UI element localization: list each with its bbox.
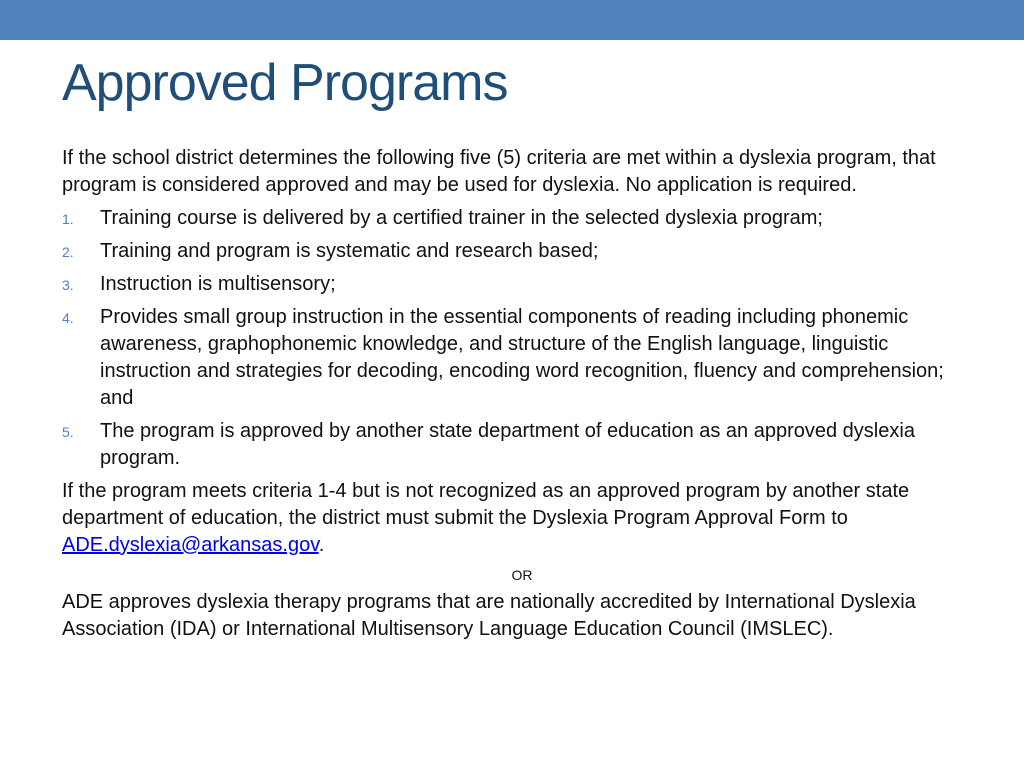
- list-number: 1.: [62, 211, 74, 227]
- criteria-text: The program is approved by another state department of education as an approved dyslexia program.: [100, 420, 915, 469]
- followup-end: .: [318, 534, 325, 556]
- followup-text: If the program meets criteria 1-4 but is not recognized as an approved program by another state department of education, the district must submit the Dyslexia Program Approval Form to: [62, 480, 910, 529]
- slide-title: Approved Programs: [62, 54, 508, 112]
- criteria-item: [62, 205, 982, 232]
- email-link[interactable]: ADE.dyslexia@arkansas.gov: [62, 534, 319, 556]
- list-number: 2.: [62, 244, 74, 260]
- criteria-text: Training and program is systematic and research based;: [100, 240, 599, 262]
- criteria-item: [62, 304, 982, 412]
- criteria-list: [62, 205, 982, 472]
- criteria-item: [62, 238, 982, 265]
- criteria-text: Provides small group instruction in the essential components of reading including phonemic awareness, graphophonemic knowledge, and structure of the English language, linguistic instruction and strategies for decoding, encoding word recognition, fluency and comprehension; and: [100, 306, 944, 409]
- list-number: 5.: [62, 424, 74, 440]
- slide-body: [62, 145, 982, 649]
- criteria-item: [62, 418, 982, 472]
- criteria-item: [62, 271, 982, 298]
- list-number: 3.: [62, 277, 74, 293]
- or-separator: OR: [511, 567, 533, 583]
- intro-paragraph: If the school district determines the following five (5) criteria are met within a dyslexia program, that program is considered approved and may be used for dyslexia. No application is required.: [62, 147, 936, 196]
- closing-paragraph: ADE approves dyslexia therapy programs that are nationally accredited by International Dyslexia Association (IDA) or International Multisensory Language Education Council (IMSLEC).: [62, 591, 916, 640]
- list-number: 4.: [62, 310, 74, 326]
- criteria-text: Instruction is multisensory;: [100, 273, 336, 295]
- criteria-text: Training course is delivered by a certified trainer in the selected dyslexia program;: [100, 207, 823, 229]
- followup-paragraph: [62, 478, 982, 559]
- top-accent-bar: [0, 0, 1024, 40]
